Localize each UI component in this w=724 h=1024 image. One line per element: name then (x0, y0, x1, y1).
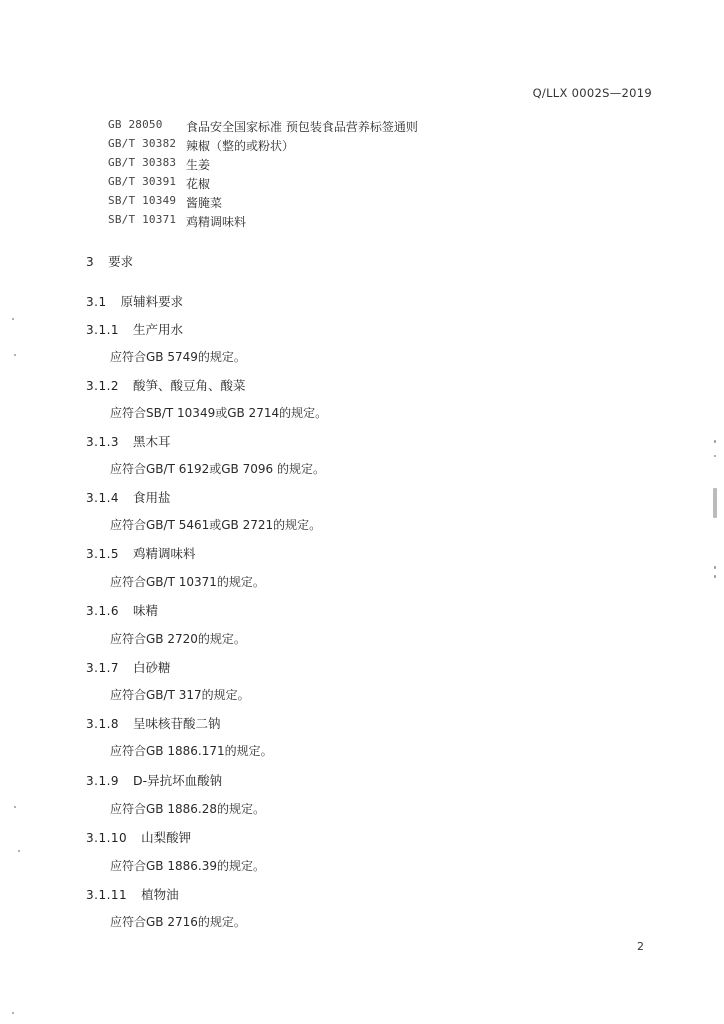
item-requirement: 应符合SB/T 10349或GB 2714的规定。 (110, 406, 328, 420)
item-number: 3.1.1 (86, 323, 120, 337)
reference-item (108, 213, 246, 230)
document-code: Q/LLX 0002S—2019 (532, 86, 652, 100)
page-number: 2 (637, 940, 644, 953)
section-title: 原辅料要求 (120, 294, 184, 309)
item-heading (86, 658, 171, 676)
item-title: 山梨酸钾 (141, 830, 192, 845)
item-requirement: 应符合GB/T 5461或GB 2721的规定。 (110, 518, 322, 532)
item-requirement: 应符合GB 1886.28的规定。 (110, 802, 265, 816)
scan-speck (14, 806, 16, 808)
item-heading (86, 714, 221, 732)
reference-title: 鸡精调味料 (186, 215, 247, 229)
item-title: 鸡精调味料 (133, 546, 196, 561)
reference-code: GB/T 30391 (108, 175, 177, 188)
item-heading (86, 771, 222, 789)
item-number: 3.1.4 (86, 491, 120, 505)
item-number: 3.1.10 (86, 831, 128, 845)
reference-title: 生姜 (186, 158, 211, 172)
item-requirement: 应符合GB 1886.171的规定。 (110, 744, 273, 758)
reference-title: 辣椒（整的或粉状） (186, 139, 295, 153)
item-title: 食用盐 (133, 490, 171, 505)
item-number: 3.1.8 (86, 717, 120, 731)
item-requirement: 应符合GB/T 317的规定。 (110, 688, 250, 702)
scan-speck (714, 455, 716, 457)
item-requirement: 应符合GB 5749的规定。 (110, 350, 246, 364)
reference-item (108, 194, 222, 211)
reference-title: 酱腌菜 (186, 196, 223, 210)
item-heading (86, 544, 196, 562)
subsection-heading (86, 292, 183, 310)
reference-title: 食品安全国家标准 预包装食品营养标签通则 (186, 120, 418, 134)
item-title: 味精 (133, 603, 159, 618)
item-title: 白砂糖 (133, 660, 171, 675)
reference-item (108, 118, 418, 135)
item-requirement: 应符合GB 2716的规定。 (110, 915, 246, 929)
scan-speck (12, 318, 14, 320)
item-heading (86, 488, 171, 506)
item-requirement: 应符合GB/T 10371的规定。 (110, 575, 265, 589)
item-title: 黑木耳 (133, 434, 171, 449)
item-number: 3.1.7 (86, 661, 120, 675)
item-heading (86, 828, 191, 846)
reference-item (108, 137, 294, 154)
item-number: 3.1.11 (86, 888, 128, 902)
reference-code: GB/T 30382 (108, 137, 177, 150)
item-number: 3.1.9 (86, 774, 120, 788)
scan-speck (714, 566, 716, 569)
item-title: D-异抗坏血酸钠 (133, 773, 223, 788)
reference-item (108, 175, 210, 192)
scan-speck (14, 354, 16, 356)
section-number: 3 (86, 255, 95, 269)
item-heading (86, 432, 171, 450)
item-heading (86, 320, 183, 338)
item-title: 呈味核苷酸二钠 (133, 716, 221, 731)
scan-speck (714, 440, 716, 443)
reference-item (108, 156, 210, 173)
section-title: 要求 (108, 254, 134, 269)
scan-speck (713, 488, 717, 518)
scan-speck (714, 575, 716, 578)
reference-code: GB/T 30383 (108, 156, 177, 169)
item-requirement: 应符合GB 2720的规定。 (110, 632, 246, 646)
item-heading (86, 376, 246, 394)
item-number: 3.1.2 (86, 379, 120, 393)
item-number: 3.1.5 (86, 547, 120, 561)
scan-speck (18, 850, 20, 852)
scan-speck (12, 1012, 14, 1014)
item-number: 3.1.6 (86, 604, 120, 618)
reference-code: SB/T 10349 (108, 194, 177, 207)
item-title: 生产用水 (133, 322, 184, 337)
item-title: 酸笋、酸豆角、酸菜 (133, 378, 246, 393)
item-title: 植物油 (141, 887, 179, 902)
item-heading (86, 885, 179, 903)
section-number: 3.1 (86, 295, 107, 309)
reference-code: SB/T 10371 (108, 213, 177, 226)
item-number: 3.1.3 (86, 435, 120, 449)
reference-code: GB 28050 (108, 118, 163, 131)
item-heading (86, 601, 158, 619)
reference-title: 花椒 (186, 177, 211, 191)
item-requirement: 应符合GB/T 6192或GB 7096 的规定。 (110, 462, 325, 476)
item-requirement: 应符合GB 1886.39的规定。 (110, 859, 265, 873)
section-heading (86, 252, 133, 270)
